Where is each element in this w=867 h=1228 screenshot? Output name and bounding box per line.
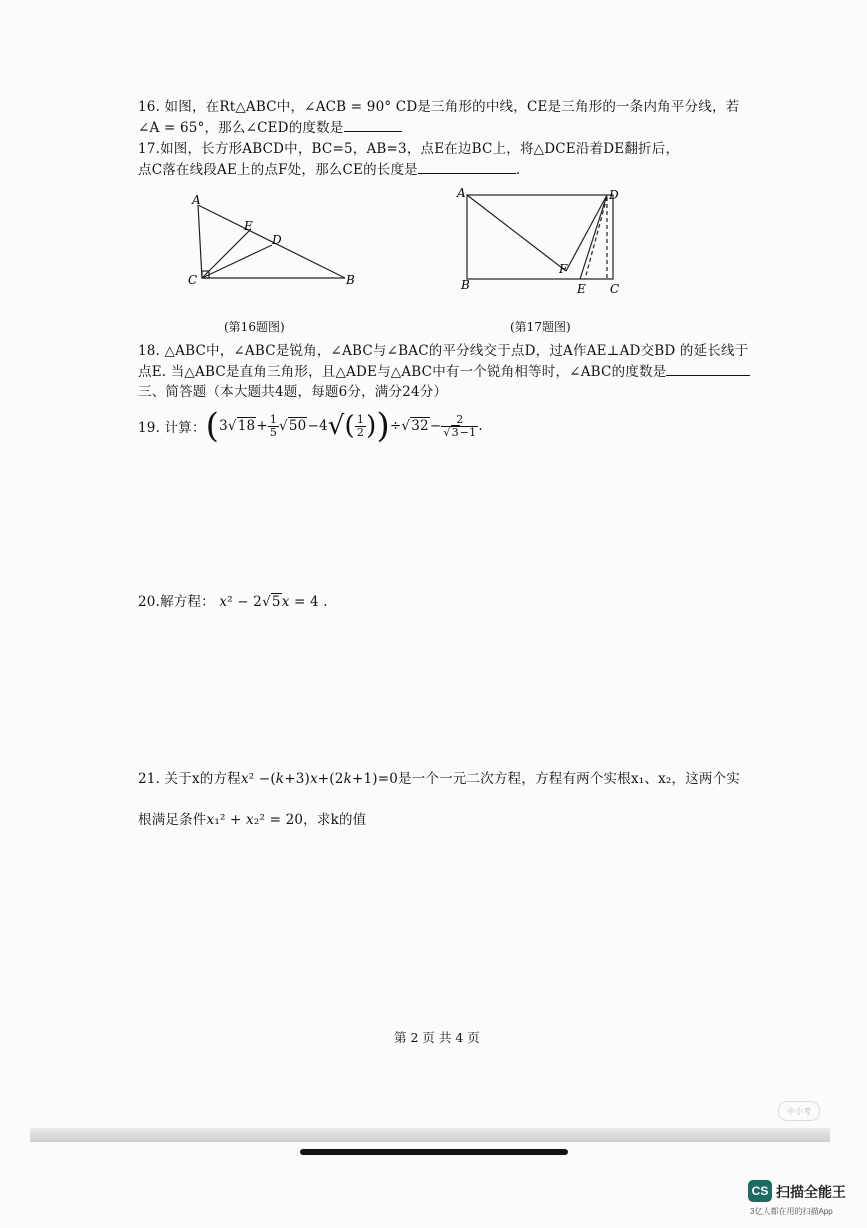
- q18-line2: 点E. 当△ABC是直角三角形，且△ADE与△ABC中有一个锐角相等时，∠ABC的度数是: [138, 360, 750, 380]
- q21-line2: 根满足条件x₁² + x₂² = 20，求k的值: [138, 812, 367, 828]
- figure-17: [455, 185, 635, 300]
- fig17-label-b: B: [461, 278, 470, 292]
- q20-line: 20.解方程： x² − 2√5x = 4 .: [138, 594, 328, 610]
- q17-line2: 点C落在线段AE上的点F处，那么CE的长度是 .: [138, 162, 521, 178]
- fig17-caption: (第17题图): [510, 320, 571, 334]
- q17-line1: 17.如图，长方形ABCD中，BC=5，AB=3，点E在边BC上，将△DCE沿着DE翻折后，: [138, 141, 680, 157]
- fig17-label-c: C: [610, 282, 620, 296]
- scan-edge-band: [30, 1128, 830, 1142]
- camscanner-brand: [748, 1180, 858, 1220]
- q18-line1: 18. △ABC中，∠ABC是锐角，∠ABC与∠BAC的平分线交于点D，过A作AE⊥AD交BD 的延长线于: [138, 343, 749, 359]
- app-name: 扫描全能王: [776, 1184, 846, 1200]
- fig16-label-e: E: [244, 219, 253, 233]
- fig17-label-e: E: [577, 282, 586, 296]
- q16-line2: ∠A = 65°，那么∠CED的度数是: [138, 116, 402, 136]
- fig17-label-a: A: [457, 186, 466, 200]
- fig16-label-d: D: [272, 233, 282, 247]
- section3-title: 三、简答题（本大题共4题，每题6分，满分24分）: [138, 384, 448, 400]
- watermark-badge: 中小考: [778, 1101, 820, 1121]
- fig16-caption: (第16题图): [224, 320, 285, 334]
- page-footer: 第 2 页 共 4 页: [394, 1030, 480, 1045]
- q17-answer-blank[interactable]: [418, 161, 516, 174]
- fig17-label-d: D: [609, 188, 619, 202]
- fig16-label-a: A: [192, 193, 201, 207]
- q21-line1: 21. 关于x的方程x² −(k+3)x+(2k+1)=0是一个一元二次方程，方程有两个实根x₁、x₂，这两个实: [138, 771, 740, 787]
- q16-answer-blank[interactable]: [344, 119, 402, 132]
- camscanner-logo-icon: CS: [748, 1180, 772, 1202]
- fig16-label-c: C: [188, 273, 198, 287]
- fig17-label-f: F: [559, 262, 568, 276]
- q18-answer-blank[interactable]: [666, 363, 750, 376]
- fig16-label-b: B: [346, 273, 355, 287]
- figure-16: [180, 190, 370, 300]
- home-indicator[interactable]: [300, 1149, 568, 1155]
- app-tagline: 3亿人都在用的扫描App: [750, 1207, 833, 1216]
- q19-line: 19. 计算： ( 3√18+ $\frac{1}{5}$ √50−4 √( $\frac{1}{2}$ ) ) ÷√32− $\frac{2}{√3-1}$ .: [138, 406, 483, 446]
- q16-line1: 16. 如图，在Rt△ABC中，∠ACB = 90° CD是三角形的中线，CE是三角形的一条内角平分线，若: [138, 99, 740, 115]
